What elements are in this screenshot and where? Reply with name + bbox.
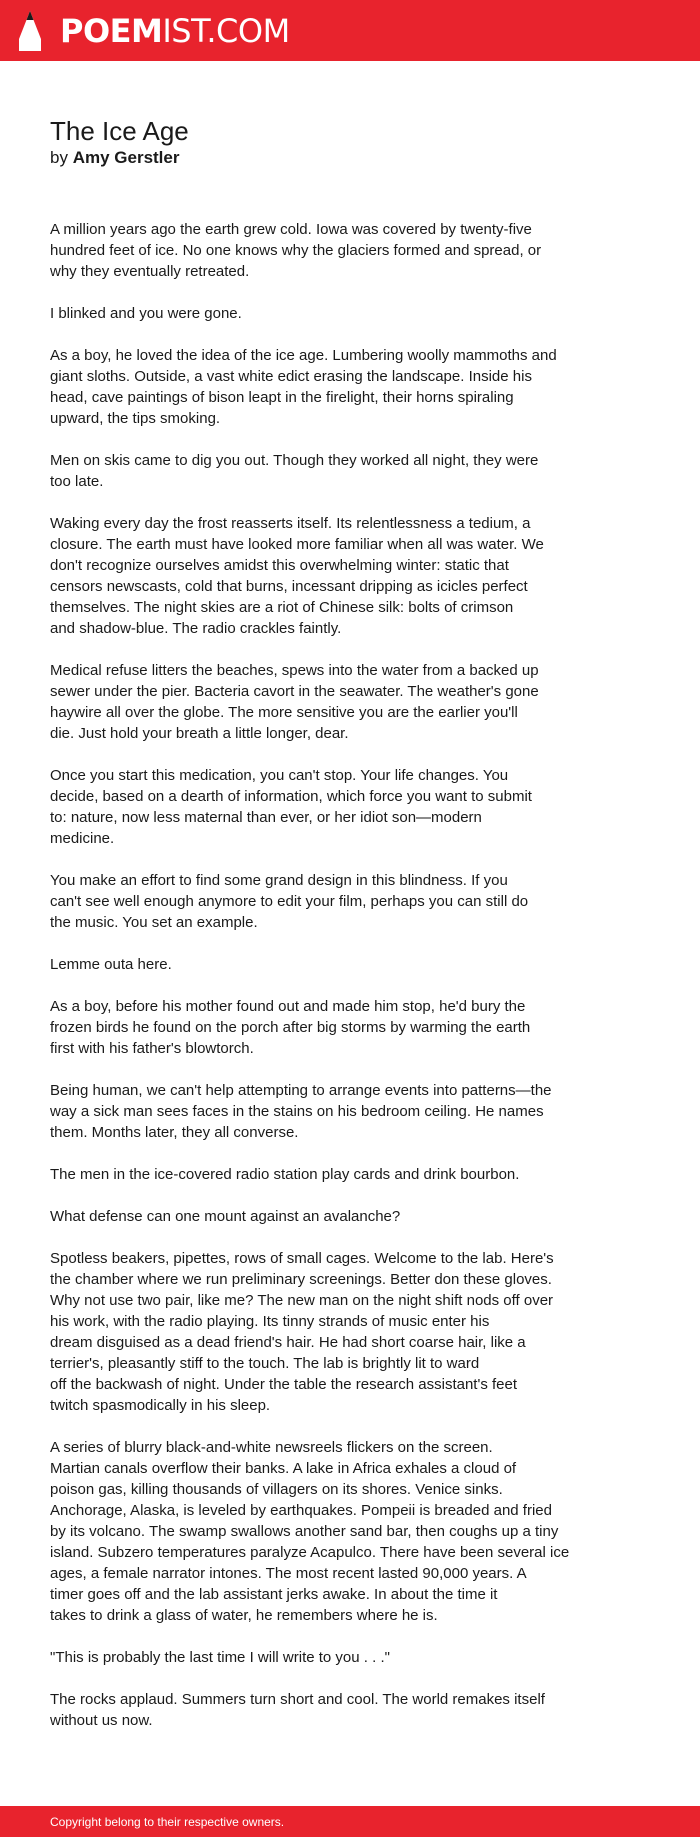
poem-stanza: [50, 996, 590, 1059]
poem-stanza: [50, 513, 590, 639]
site-footer: [0, 1806, 700, 1837]
poem-line: terrier's, pleasantly stiff to the touch. The lab is brightly lit to ward: [50, 1355, 480, 1372]
poem-line: A series of blurry black-and-white newsreels flickers on the screen.: [50, 1439, 493, 1456]
poem-line: frozen birds he found on the porch after big storms by warming the earth: [50, 1019, 531, 1036]
poem-line: why they eventually retreated.: [50, 263, 250, 280]
poem-stanza: [50, 660, 590, 744]
poem-line: poison gas, killing thousands of villagers on its shores. Venice sinks.: [50, 1481, 503, 1498]
poem-line: The rocks applaud. Summers turn short and cool. The world remakes itself: [50, 1691, 545, 1708]
byline-prefix: by: [50, 148, 68, 167]
poem-line: his work, with the radio playing. Its tinny strands of music enter his: [50, 1313, 490, 1330]
poem-line: without us now.: [50, 1712, 153, 1729]
poem-line: timer goes off and the lab assistant jerks awake. In about the time it: [50, 1586, 498, 1603]
site-header: [0, 0, 700, 61]
pencil-tip-icon[interactable]: [17, 9, 43, 53]
poem-line: dream disguised as a dead friend's hair. He had short coarse hair, like a: [50, 1334, 526, 1351]
site-logo[interactable]: [60, 11, 290, 50]
poem-line: Lemme outa here.: [50, 956, 172, 973]
poem-line: Martian canals overflow their banks. A lake in Africa exhales a cloud of: [50, 1460, 517, 1477]
poem-line: The men in the ice-covered radio station play cards and drink bourbon.: [50, 1166, 520, 1183]
poem-line: Spotless beakers, pipettes, rows of small cages. Welcome to the lab. Here's: [50, 1250, 554, 1267]
poem-line: head, cave paintings of bison leapt in the firelight, their horns spiraling: [50, 389, 514, 406]
logo-text-bold: POEM: [60, 11, 163, 50]
poem-line: giant sloths. Outside, a vast white edict erasing the landscape. Inside his: [50, 368, 532, 385]
poem-line: them. Months later, they all converse.: [50, 1124, 299, 1141]
poem-line: can't see well enough anymore to edit your film, perhaps you can still do: [50, 893, 529, 910]
poem-stanza: [50, 1647, 590, 1668]
poem-line: medicine.: [50, 830, 115, 847]
poem-line: twitch spasmodically in his sleep.: [50, 1397, 271, 1414]
poem-title: The Ice Age: [50, 116, 189, 146]
poem-stanza: [50, 870, 590, 933]
poem-stanza: [50, 450, 590, 492]
poem-line: sewer under the pier. Bacteria cavort in the seawater. The weather's gone: [50, 683, 539, 700]
poem-stanza: [50, 1248, 590, 1416]
poem-line: What defense can one mount against an avalanche?: [50, 1208, 401, 1225]
poem-line: I blinked and you were gone.: [50, 305, 242, 322]
poem-line: decide, based on a dearth of information, which force you want to submit: [50, 788, 532, 805]
poem-line: As a boy, he loved the idea of the ice age. Lumbering woolly mammoths and: [50, 347, 557, 364]
poem-line: first with his father's blowtorch.: [50, 1040, 254, 1057]
poem-line: die. Just hold your breath a little longer, dear.: [50, 725, 349, 742]
poem-stanza: [50, 1164, 590, 1185]
poem-line: by its volcano. The swamp swallows another sand bar, then coughs up a tiny: [50, 1523, 559, 1540]
poem-line: Waking every day the frost reasserts itself. Its relentlessness a tedium, a: [50, 515, 531, 532]
poem-line: and shadow-blue. The radio crackles faintly.: [50, 620, 342, 637]
poem-line: hundred feet of ice. No one knows why the glaciers formed and spread, or: [50, 242, 542, 259]
poem-line: upward, the tips smoking.: [50, 410, 221, 427]
poem-line: censors newscasts, cold that burns, incessant dripping as icicles perfect: [50, 578, 528, 595]
poem-line: themselves. The night skies are a riot of Chinese silk: bolts of crimson: [50, 599, 514, 616]
poem-line: Being human, we can't help attempting to arrange events into patterns—the: [50, 1082, 552, 1099]
copyright-notice: Copyright belong to their respective owners.: [50, 1814, 285, 1829]
poem-line: As a boy, before his mother found out and made him stop, he'd bury the: [50, 998, 526, 1015]
poem-stanza: [50, 954, 590, 975]
poem-line: to: nature, now less maternal than ever, or her idiot son—modern: [50, 809, 482, 826]
poem-line: Men on skis came to dig you out. Though they worked all night, they were: [50, 452, 539, 469]
poem-line: "This is probably the last time I will write to you . . .": [50, 1649, 390, 1666]
poem-stanza: [50, 1437, 590, 1626]
poem-line: the chamber where we run preliminary screenings. Better don these gloves.: [50, 1271, 552, 1288]
poem-line: haywire all over the globe. The more sensitive you are the earlier you'll: [50, 704, 518, 721]
poem-line: A million years ago the earth grew cold. Iowa was covered by twenty-five: [50, 221, 532, 238]
poem-line: the music. You set an example.: [50, 914, 258, 931]
poem-stanza: [50, 1080, 590, 1143]
poem-stanza: [50, 1689, 590, 1731]
poem-stanza: [50, 1206, 590, 1227]
poem-line: way a sick man sees faces in the stains on his bedroom ceiling. He names: [50, 1103, 544, 1120]
poem-stanza: [50, 765, 590, 849]
poem-author[interactable]: Amy Gerstler: [72, 148, 180, 167]
poem-line: Medical refuse litters the beaches, spews into the water from a backed up: [50, 662, 539, 679]
byline: [50, 147, 179, 169]
poem-line: closure. The earth must have looked more familiar when all was water. We: [50, 536, 544, 553]
poem-line: You make an effort to find some grand design in this blindness. If you: [50, 872, 508, 889]
poem-stanza: [50, 345, 590, 429]
poem-line: off the backwash of night. Under the table the research assistant's feet: [50, 1376, 518, 1393]
poem-stanza: [50, 303, 590, 324]
poem-stanza: [50, 219, 590, 282]
poem-line: Why not use two pair, like me? The new man on the night shift nods off over: [50, 1292, 554, 1309]
poem-line: don't recognize ourselves amidst this overwhelming winter: static that: [50, 557, 509, 574]
poem-line: ages, a female narrator intones. The most recent lasted 90,000 years. A: [50, 1565, 527, 1582]
logo-text-light: IST.COM: [162, 11, 290, 50]
poem-line: Anchorage, Alaska, is leveled by earthquakes. Pompeii is breaded and fried: [50, 1502, 552, 1519]
poem-line: too late.: [50, 473, 104, 490]
poem-body: [50, 219, 590, 1752]
poem-line: island. Subzero temperatures paralyze Acapulco. There have been several ice: [50, 1544, 570, 1561]
poem-line: takes to drink a glass of water, he remembers where he is.: [50, 1607, 438, 1624]
poem-line: Once you start this medication, you can't stop. Your life changes. You: [50, 767, 509, 784]
